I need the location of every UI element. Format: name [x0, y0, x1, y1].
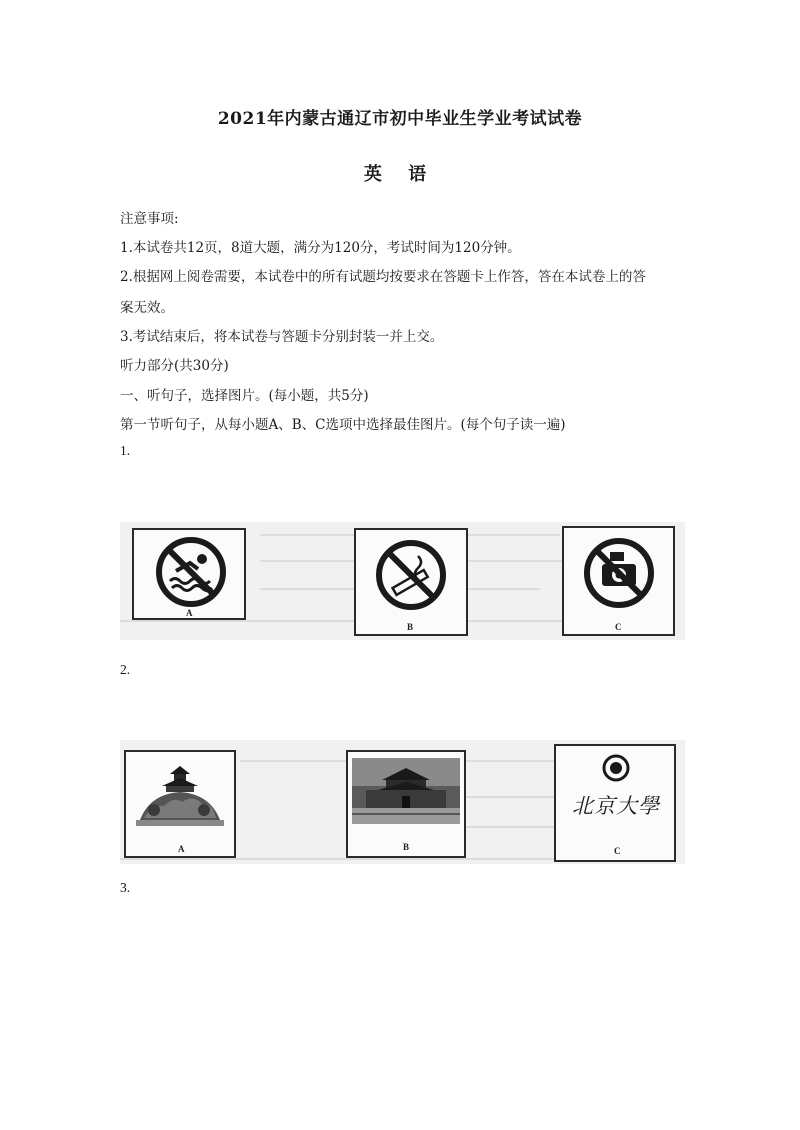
- option-c-picture[interactable]: [562, 526, 675, 636]
- option-label: B: [407, 622, 414, 632]
- notes-heading: 注意事项:: [120, 211, 179, 227]
- question-2-picture-strip: [120, 740, 685, 864]
- note-item-2: 2.根据网上阅卷需要，本试卷中的所有试题均按要求在答题卡上作答，答在本试卷上的答: [120, 269, 646, 285]
- option-label: C: [615, 622, 622, 632]
- option-label: A: [178, 844, 185, 854]
- section-one-heading: 一、听句子，选择图片。(每小题，共5分): [120, 388, 369, 404]
- option-label: A: [186, 608, 193, 618]
- option-b-picture[interactable]: [354, 528, 468, 636]
- question-number: 1.: [120, 443, 131, 458]
- section-instruction: 第一节听句子，从每小题A、B、C选项中选择最佳图片。(每个句子读一遍): [120, 417, 566, 433]
- no-swimming-icon: [154, 535, 228, 609]
- page-title: 2021年内蒙古通辽市初中毕业生学业考试试卷: [217, 109, 583, 129]
- no-photography-icon: [582, 536, 656, 610]
- subject-title: 英 语: [363, 164, 437, 185]
- option-b-picture[interactable]: [346, 750, 466, 858]
- option-label: B: [403, 842, 410, 852]
- question-number: 2.: [120, 662, 131, 677]
- peking-university-image: 北京大學: [572, 794, 660, 818]
- listening-part-heading: 听力部分(共30分): [120, 358, 229, 374]
- option-a-picture[interactable]: [132, 528, 246, 620]
- university-emblem-icon: [602, 754, 630, 782]
- option-c-picture[interactable]: [554, 744, 676, 862]
- option-a-picture[interactable]: [124, 750, 236, 858]
- option-label: C: [614, 846, 621, 856]
- summer-palace-image: [132, 758, 228, 840]
- note-item-3: 3.考试结束后，将本试卷与答题卡分别封装一并上交。: [120, 329, 444, 345]
- note-item-1: 1.本试卷共12页，8道大题，满分为120分，考试时间为120分钟。: [120, 240, 521, 256]
- note-item-2-cont: 案无效。: [120, 300, 174, 316]
- question-number: 3.: [120, 880, 131, 895]
- question-1-picture-strip: [120, 522, 685, 640]
- tiananmen-image: [352, 758, 460, 824]
- no-smoking-icon: [374, 538, 448, 612]
